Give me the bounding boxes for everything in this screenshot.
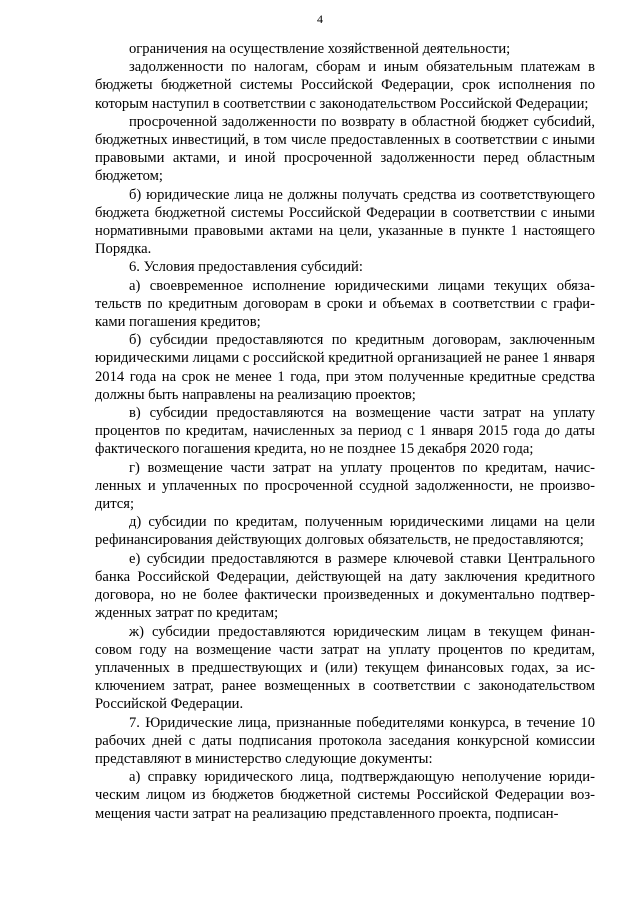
paragraph: а) своевременное исполнение юридическими лицами текущих обязательств по кредитным договорам в сроки и объемах в соответствии с графиками погашения кредитов; [95,277,595,331]
paragraph: б) юридические лица не должны получать средства из соответствующего бюджета бюджетной системы Российской Федерации в соответствии с иными нормативными правовыми актами на цели, указанные в пункте 1 настоящего Порядка. [95,186,595,258]
section-heading: 6. Условия предоставления субсидий: [129,259,363,276]
paragraph: д) субсидии по кредитам, полученным юридическими лицами на цели рефинансирования действующих долговых обязательств, не предоставляются; [95,514,595,549]
paragraph: в) субсидии предоставляются на возмещение части затрат на уплату процентов по кредитам, начисленных за период с 1 января 2015 года до даты фактического погашения кредита, но не позднее 15 декабря 2020 года; [95,405,595,458]
paragraph: г) возмещение части затрат на уплату процентов по кредитам, начисленных и уплаченных по просроченной ссудной задолженности, не производится; [95,459,595,513]
paragraph: 7. Юридические лица, признанные победителями конкурса, в течение 10 рабочих дней с даты подписания протокола заседания конкурсной комиссии представляют в министерство следующие документы: [95,714,595,767]
paragraph: а) справку юридического лица, подтверждающую неполучение юридическим лицом из бюджетов бюджетной системы Российской Федерации возмещения части затрат на реализацию представленного проекта, подписан- [95,769,595,822]
paragraph: просроченной задолженности по возврату в областной бюджет субсиdий, бюджетных инвестиций, в том числе предоставленных в соответствии с иными правовыми актами, и иной просроченной задолженности перед областным бюджетом; [95,113,595,185]
paragraph: б) субсидии предоставляются по кредитным договорам, заключенным юридическими лицами с российской кредитной организацией не ранее 1 января 2014 года на срок не менее 1 года, при этом полученные кредитные средства должны быть направлены на реализацию проектов; [95,332,595,403]
paragraph: задолженности по налогам, сборам и иным обязательным платежам в бюджеты бюджетной системы Российской Федерации, срок исполнения по которым наступил в соответствии с законодательством Российской Федерации; [95,59,595,112]
paragraph: ограничения на осуществление хозяйственной деятельности; [129,41,511,57]
paragraph: ж) субсидии предоставляются юридическим лицам в текущем финансовом году на возмещение части затрат на уплату процентов по кредитам, уплаченных в предшествующих и (или) текущем финансовых годах, за исключением затрат, ранее возмещенных в соответствии с законодательством Российской Федерации. [95,623,595,713]
page-number: 4 [317,12,323,26]
document-body [95,40,595,823]
paragraph: е) субсидии предоставляются в размере ключевой ставки Центрального банка Российской Федерации, действующей на дату заключения кредитного договора, но не более фактически произведенных и документально подтвержденных затрат по кредитам; [95,550,595,622]
